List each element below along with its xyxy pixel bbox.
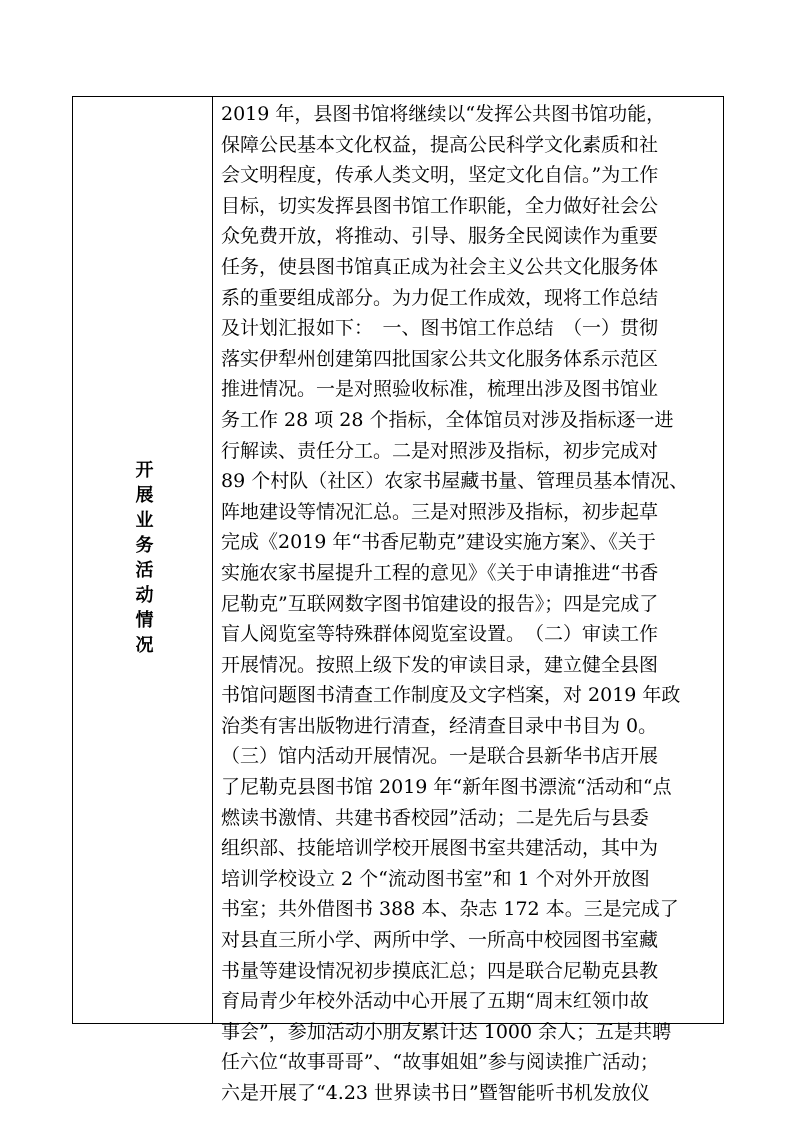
section-label-cell	[73, 97, 213, 1023]
text-line: 燃读书激情、共建书香校园”活动；二是先后与县委	[221, 806, 649, 829]
text-line: 完成《2019 年“书香尼勒克”建设实施方案》、《关于	[221, 531, 656, 554]
text-line: 开展情况。按照上级下发的审读目录，建立健全县图	[221, 653, 659, 676]
text-line: 事会”，参加活动小朋友累计达 1000 余人；五是共聘	[221, 1020, 672, 1043]
text-line: 培训学校设立 2 个“流动图书室”和 1 个对外开放图	[221, 867, 650, 890]
text-line: 会文明程度，传承人类文明，坚定文化自信。”为工作	[221, 164, 659, 187]
text-line: 盲人阅览室等特殊群体阅览室设置。 （二）审读工作	[221, 623, 659, 646]
text-line: 推进情况。一是对照验收标准，梳理出涉及图书馆业	[221, 378, 659, 401]
text-line: 行解读、责任分工。二是对照涉及指标，初步完成对	[221, 439, 659, 462]
text-line: 六是开展了“4.23 世界读书日”暨智能听书机发放仪	[221, 1082, 650, 1104]
text-line: 阵地建设等情况汇总。三是对照涉及指标，初步起草	[221, 500, 659, 523]
text-line: 2019 年，县图书馆将继续以“发挥公共图书馆功能，	[221, 103, 666, 125]
text-line: 落实伊犁州创建第四批国家公共文化服务体系示范区	[221, 347, 659, 370]
text-line: 89 个村队（社区）农家书屋藏书量、管理员基本情况、	[221, 470, 689, 493]
text-line: 众免费开放，将推动、引导、服务全民阅读作为重要	[221, 225, 659, 248]
text-line: 及计划汇报如下： 一、图书馆工作总结 （一）贯彻	[221, 317, 659, 340]
text-line: 对县直三所小学、两所中学、一所高中校园图书室藏	[221, 929, 659, 952]
text-line: 目标，切实发挥县图书馆工作职能，全力做好社会公	[221, 194, 659, 217]
text-line: 组织部、技能培训学校开展图书室共建活动，其中为	[221, 837, 659, 860]
text-line: 务工作 28 项 28 个指标，全体馆员对涉及指标逐一进	[221, 408, 674, 431]
text-line: 书馆问题图书清查工作制度及文字档案，对 2019 年政	[221, 684, 681, 707]
text-line: 系的重要组成部分。为力促工作成效，现将工作总结	[221, 286, 659, 309]
text-line: 尼勒克”互联网数字图书馆建设的报告》；四是完成了	[221, 592, 659, 615]
text-line: 育局青少年校外活动中心开展了五期“周末红领巾故	[221, 990, 649, 1013]
text-line: （三）馆内活动开展情况。一是联合县新华书店开展	[221, 745, 659, 768]
text-line: 任六位“故事哥哥”、“故事姐姐”参与阅读推广活动；	[221, 1051, 659, 1074]
text-line: 书室；共外借图书 388 本、杂志 172 本。三是完成了	[221, 898, 679, 921]
text-line: 实施农家书屋提升工程的意见》《关于申请推进“书香	[221, 561, 659, 584]
section-content-cell	[213, 97, 723, 1104]
report-table	[72, 96, 724, 1104]
text-line: 治类有害出版物进行清查，经清查目录中书目为 0。	[221, 714, 658, 737]
text-line: 书量等建设情况初步摸底汇总；四是联合尼勒克县教	[221, 959, 659, 982]
text-line: 任务，使县图书馆真正成为社会主义公共文化服务体	[221, 255, 659, 278]
section-label: 开展业务活动情况	[132, 460, 154, 660]
text-line: 保障公民基本文化权益，提高公民科学文化素质和社	[221, 133, 659, 156]
text-line: 了尼勒克县图书馆 2019 年“新年图书漂流“活动和“点	[221, 776, 672, 799]
